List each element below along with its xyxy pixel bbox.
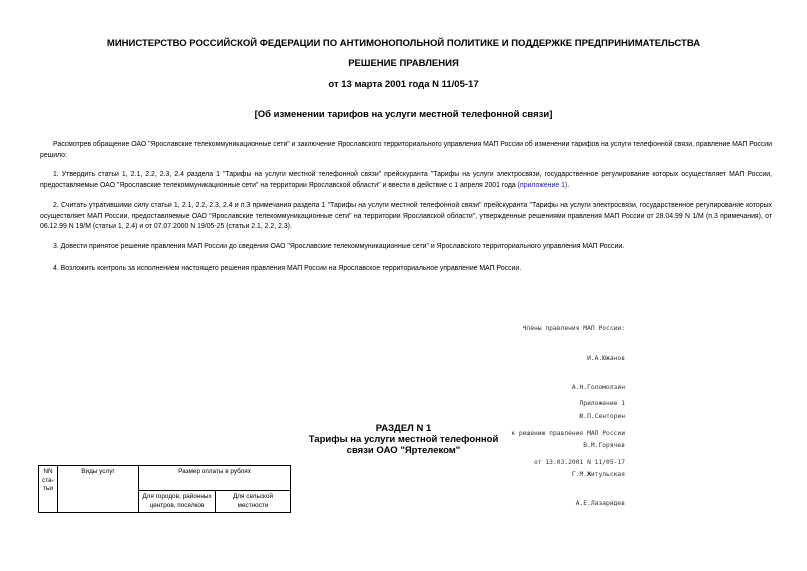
signatory-name: В.М.Горячев [583,441,625,449]
item-1-paragraph [40,170,772,191]
header-cell-city: Для городов, районных центров, поселков [139,491,216,513]
appendix-line-2: к решению правления МАП России [511,429,625,437]
item-1-end: . [567,181,570,189]
signatory-name: И.А.Южанов [587,354,625,362]
section-title-line-2: связи ОАО "Яртелеком" [346,445,461,456]
item-3-paragraph: 3. Довести принятое решение правления МАП России до сведения ОАО "Ярославские телекоммуникационные сети" и Ярославского территориального управления МАП России. [53,243,625,250]
item-4-paragraph: 4. Возложить контроль за исполнением настоящего решения правления МАП России на Ярославское территориальное управление МАП России. [53,265,522,272]
tariff-table [38,465,291,513]
ministry-title: МИНИСТЕРСТВО РОССИЙСКОЙ ФЕДЕРАЦИИ ПО АНТИМОНОПОЛЬНОЙ ПОЛИТИКЕ И ПОДДЕРЖКЕ ПРЕДПРИНИМАТЕЛЬСТВА [106,38,701,49]
section-number: РАЗДЕЛ N 1 [375,423,432,434]
item-1-text: 1. Утвердить статьи 1, 2.1, 2.2, 2.3, 2.4 раздела 1 "Тарифы на услуги местной телефонной связи" прейскуранта "Тарифы на услуги электросвязи, государственное регулирование которых осуществляет МАП России, предоставляемые ОАО "Ярославские телекоммуникационные сети" на территории Ярославской области" и ввести в действие с 1 апреля 2001 года [40,171,772,189]
document-type: РЕШЕНИЕ ПРАВЛЕНИЯ [348,58,459,69]
section-title-line-1: Тарифы на услуги местной телефонной [308,434,499,445]
header-cell-services: Виды услуг [58,466,139,513]
header-cell-rural: Для сельской местности [216,491,291,513]
appendix-line-3: от 13.03.2001 N 11/05-17 [534,458,625,466]
signatory-name: А.Е.Лазаридев [575,500,625,508]
signatory-name: Ю.П.Сенторин [579,412,625,420]
signatures-heading: Члены правления МАП России: [522,325,625,333]
header-cell-payment: Размер оплаты в рублях [139,466,291,491]
header-cell-article-number: NN ста- тьи [39,466,58,513]
intro-paragraph: Рассмотрев обращение ОАО "Ярославские телекоммуникационные сети" и заключение Ярославского территориального управления МАП России об изменении тарифов на услуги телефонной связи, правление МАП России решило: [40,141,772,159]
document-subject: [Об изменении тарифов на услуги местной телефонной связи] [254,109,553,120]
signatory-name: А.Н.Голомолзин [571,383,625,391]
appendix-line-1: Приложение 1 [579,400,625,408]
document-date: от 13 марта 2001 года N 11/05-17 [328,79,479,90]
item-2-paragraph: 2. Считать утратившими силу статьи 1, 2.1, 2.2, 2.3, 2.4 и п.3 примечания раздела 1 "Тарифы на услуги местной телефонной связи" прейскуранта "Тарифы на услуги электросвязи, государственное регулирование которых осуществляет МАП России, предоставляемые ОАО "Ярославские телекоммуникационные сети" на территории Ярославской области", утвержденные решениями правления МАП России от 28.04.99 N 1/М (п.3 примечания), от 06.12.99 N 19/М (статьи 1, 2.4) и от 07.07.2000 N 19/05-25 (статьи 2.1, 2.2, 2.3). [40,202,772,230]
signatory-name: Г.М.Житульская [571,470,625,478]
appendix-1-link[interactable]: (приложение 1) [517,181,568,189]
